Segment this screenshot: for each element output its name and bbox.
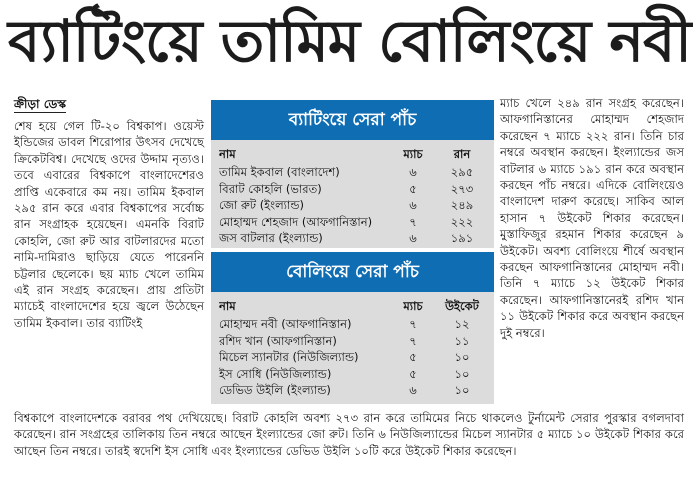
table-row (219, 181, 486, 198)
matches-value: ৬ (409, 165, 417, 179)
table-row (219, 214, 486, 231)
header-runs: রান (453, 147, 471, 161)
wickets-value: ১০ (454, 383, 470, 398)
header-name: নাম (219, 147, 236, 161)
headline: ব্যাটিংয়ে তামিম বোলিংয়ে নবী (8, 7, 691, 75)
matches-value: ৬ (409, 198, 417, 213)
player-name: তামিম ইকবাল (বাংলাদেশ) (219, 165, 340, 179)
header-matches: ম্যাচ (403, 299, 423, 313)
matches-value: ৫ (409, 181, 417, 196)
player-name: মোহাম্মদ নবী (আফগানিস্তান) (219, 317, 352, 331)
wickets-value: ১০ (454, 366, 470, 381)
player-name: মিচেল স্যানটার (নিউজিল্যান্ড) (219, 350, 359, 365)
byline-text: ক্রীড়া ডেস্ক (14, 97, 67, 111)
player-name: মোহাম্মদ শেহজাদ (আফগানিস্তান) (219, 214, 373, 229)
matches-value: ৫ (409, 350, 417, 365)
article-bottom-band: বিশ্বকাপে বাংলাদেশকে বরাবর পথ দেখিয়েছে। বিরাট কোহলি অবশ্য ২৭৩ রান করে তামিমের নিচে থাকলেও টুর্নামেন্ট সেরার পুরস্কার বগলদাবা করেছেন। রান সংগ্রহের তালিকায় তিন নম্বরে আছেন ইংল্যান্ডের জো রুট। তিনি ৬ নিউজিল্যান্ডের মিচেল স্যানটার ৫ ম্যাচে ১০ উইকেট শিকার করে আছেন তিন নম্বরে। তারই স্বদেশি ইস সোধি এবং ইংল্যান্ডের ডেভিড উইলি ১০টি করে উইকেট শিকার করেছেন। (14, 411, 684, 458)
article-column-left: শেষ হয়ে গেল টি-২০ বিশ্বকাপ। ওয়েস্ট ইন্ডিজের ডাবল শিরোপার উৎসব দেখেছে ক্রিকেটবিশ্ব। দেখেছে ওদের উদ্দাম নৃত্যও। তবে এবারের বিশ্বকাপে বাংলাদেশেরও প্রাপ্তি একেবারে কম নয়। তামিম ইকবাল ২৯৫ রান করে এবার বিশ্বকাপের সর্বোচ্চ রান সংগ্রাহক হয়েছেন। এমনকি বিরাট কোহলি, জো রুট আর বাটলারদের মতো নামি-দামিরাও ছাড়িয়ে যেতে পারেননি চট্টলার ছেলেকে। ছয় ম্যাচ খেলে তামিম এই রান সংগ্রহ করেছেন। প্রায় প্রতিটা ম্যাচেই বাংলাদেশের হয়ে জ্বলে উঠেছেন তামিম ইকবাল। তার ব্যাটিংই (14, 119, 204, 330)
table-row (219, 366, 486, 383)
header-name: নাম (219, 299, 236, 313)
player-name: জো রুট (ইংল্যান্ড) (219, 198, 305, 213)
player-name: রশিদ খান (আফগানিস্তান) (219, 333, 337, 348)
runs-value: ২৯৫ (450, 165, 474, 179)
wickets-value: ১০ (454, 350, 470, 365)
bowling-panel-title: বোলিংয়ে সেরা পাঁচ (211, 252, 494, 292)
runs-value: ২৪৯ (450, 198, 474, 213)
table-row (219, 230, 486, 247)
wickets-value: ১২ (454, 317, 470, 331)
matches-value: ৬ (409, 231, 417, 246)
matches-value: ৭ (409, 214, 417, 229)
player-name: ইস সোধি (নিউজিল্যান্ড) (219, 366, 332, 381)
table-row (219, 164, 486, 181)
wickets-value: ১১ (454, 333, 470, 348)
player-name: বিরাট কোহলি (ভারত) (219, 181, 322, 196)
batting-panel-title: ব্যাটিংয়ে সেরা পাঁচ (211, 100, 494, 140)
runs-value: ১৯১ (450, 231, 474, 246)
bowling-table (211, 292, 494, 399)
header-matches: ম্যাচ (403, 147, 423, 161)
matches-value: ৭ (409, 333, 417, 348)
bowling-top-five-panel (211, 252, 494, 404)
matches-value: ৫ (409, 366, 417, 381)
table-row (219, 349, 486, 366)
matches-value: ৬ (409, 383, 417, 398)
table-row (219, 333, 486, 350)
table-header-row (219, 296, 486, 316)
batting-top-five-panel (211, 100, 494, 248)
header-wickets: উইকেট (445, 299, 479, 313)
table-header-row (219, 144, 486, 164)
table-row (219, 382, 486, 399)
table-row (219, 316, 486, 333)
runs-value: ২৭৩ (450, 181, 474, 196)
article-column-right: ম্যাচ খেলে ২৪৯ রান সংগ্রহ করেছেন। আফগানিস্তানের মোহাম্মদ শেহজাদ করেছেন ৭ ম্যাচে ২২২ রান। তিনি চার নম্বরে অবস্থান করছেন। ইংল্যান্ডের জস বাটলার ৬ ম্যাচে ১৯১ রান করে অবস্থান করছেন পাঁচ নম্বরে। এদিকে বোলিংয়েও বাংলাদেশ দারুণ করেছে। সাকিব আল হাসান ৭ উইকেট শিকার করেছেন। মুস্তাফিজুর রহমান শিকার করেছেন ৯ উইকেট। অবশ্য বোলিংয়ে শীর্ষে অবস্থান করছেন আফগানিস্তানের মোহাম্মদ নবী। তিনি ৭ ম্যাচে ১২ উইকেট শিকার করেছেন। আফগানিস্তানেরই রশিদ খান ১১ উইকেট শিকার করে অবস্থান করছেন দুই নম্বরে। (500, 96, 684, 340)
player-name: জস বাটলার (ইংল্যান্ড) (219, 231, 323, 246)
byline (14, 96, 204, 116)
runs-value: ২২২ (450, 214, 474, 229)
table-row (219, 197, 486, 214)
batting-table (211, 140, 494, 247)
matches-value: ৭ (409, 317, 417, 331)
player-name: ডেভিড উইলি (ইংল্যান্ড) (219, 383, 331, 398)
